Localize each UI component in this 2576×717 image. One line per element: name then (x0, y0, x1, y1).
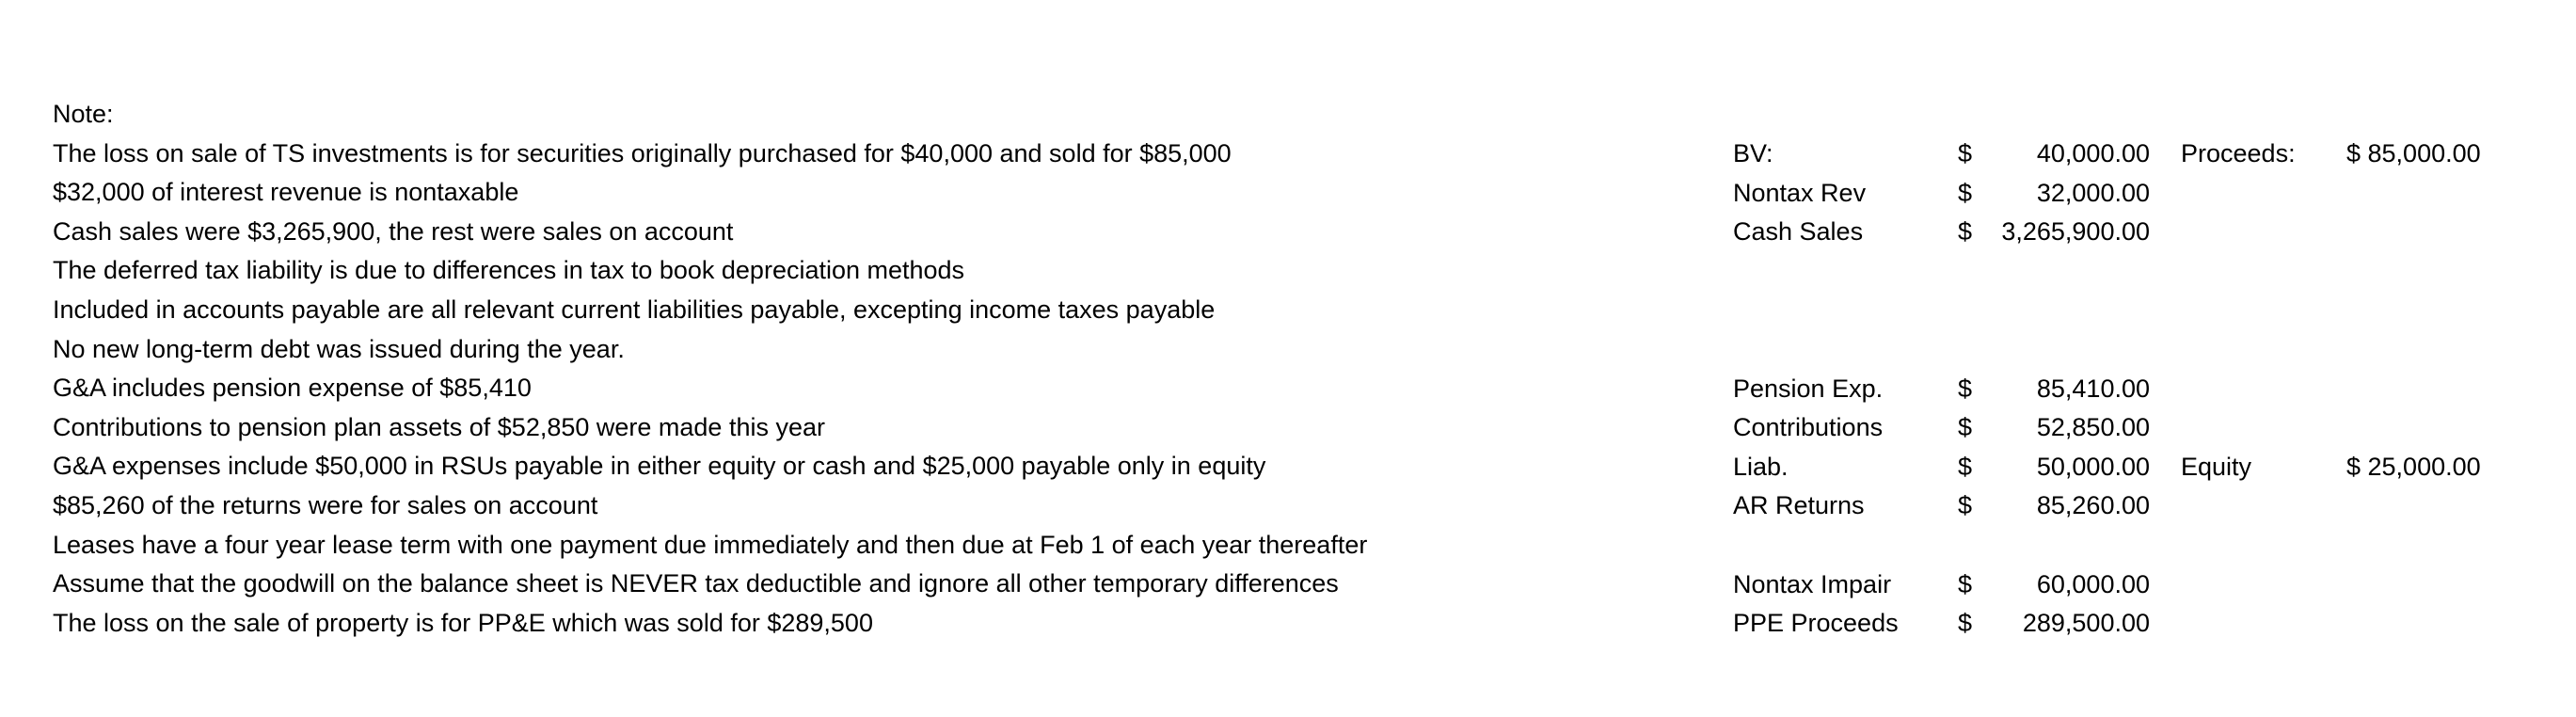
summary-label-secondary: Proceeds: (2181, 139, 2296, 167)
currency-symbol: $ (1958, 178, 1973, 207)
summary-row (0, 408, 2576, 448)
summary-row (0, 566, 2576, 605)
summary-row (0, 370, 2576, 409)
summary-row-empty (0, 330, 2576, 370)
summary-label: Cash Sales (1733, 217, 1864, 247)
note-line: No new long-term debt was issued during the year. (53, 334, 625, 363)
currency-symbol: $ (1958, 491, 1973, 520)
currency-symbol: $ (1958, 413, 1973, 442)
note-line: G&A expenses include $50,000 in RSUs payable in either equity or cash and $25,000 payable only in equity (53, 452, 1266, 481)
summary-row-empty (0, 526, 2576, 566)
summary-amount: 289,500.00 (2022, 609, 2150, 638)
note-line: The loss on sale of TS investments is for securities originally purchased for $40,000 and sold for $85,000 (53, 138, 1232, 167)
summary-label: Nontax Rev (1733, 178, 1867, 207)
summary-label: AR Returns (1733, 491, 1865, 520)
summary-label: Pension Exp. (1733, 374, 1884, 403)
currency-symbol: $ (1958, 452, 1973, 481)
summary-row-empty (0, 291, 2576, 330)
summary-row (0, 448, 2576, 487)
summary-label: PPE Proceeds (1733, 609, 1899, 638)
summary-row-empty (0, 252, 2576, 292)
summary-row (0, 213, 2576, 252)
currency-symbol: $ (1958, 374, 1973, 403)
summary-amount: 85,260.00 (2036, 491, 2150, 520)
summary-amount-secondary: $ 85,000.00 (2346, 139, 2481, 167)
summary-amount: 40,000.00 (2036, 139, 2150, 167)
note-line: $32,000 of interest revenue is nontaxable (53, 178, 519, 207)
summary-row (0, 135, 2576, 174)
note-line: Assume that the goodwill on the balance sheet is NEVER tax deductible and ignore all other temporary differences (53, 569, 1339, 598)
notes-title: Note: (53, 100, 114, 128)
summary-label: Liab. (1733, 452, 1789, 481)
summary-row (0, 604, 2576, 644)
currency-symbol: $ (1958, 609, 1973, 638)
note-line: Included in accounts payable are all relevant current liabilities payable, excepting income taxes payable (53, 295, 1216, 324)
summary-amount-secondary: $ 25,000.00 (2346, 452, 2481, 481)
summary-row (0, 174, 2576, 214)
summary-label: Nontax Impair (1733, 569, 1892, 598)
summary-amount: 52,850.00 (2036, 413, 2150, 442)
summary-amount: 32,000.00 (2036, 178, 2150, 207)
summary-row (0, 486, 2576, 526)
currency-symbol: $ (1958, 139, 1973, 167)
summary-amount: 85,410.00 (2036, 374, 2150, 403)
summary-amount: 60,000.00 (2036, 569, 2150, 598)
note-line: Leases have a four year lease term with one payment due immediately and then due at Feb 1 of each year thereafter (53, 530, 1368, 559)
summary-label: BV: (1733, 139, 1773, 167)
summary-amount: 3,265,900.00 (2001, 217, 2150, 247)
summary-table (0, 135, 2576, 644)
summary-label-secondary: Equity (2181, 452, 2252, 481)
note-line: Cash sales were $3,265,900, the rest were sales on account (53, 216, 734, 246)
note-line: The deferred tax liability is due to differences in tax to book depreciation methods (53, 256, 965, 285)
note-line: G&A includes pension expense of $85,410 (53, 374, 532, 403)
note-line: Contributions to pension plan assets of $52,850 were made this year (53, 412, 825, 441)
summary-amount: 50,000.00 (2036, 452, 2150, 481)
note-line: The loss on the sale of property is for PP&E which was sold for $289,500 (53, 608, 873, 637)
currency-symbol: $ (1958, 569, 1973, 598)
summary-label: Contributions (1733, 413, 1884, 442)
currency-symbol: $ (1958, 217, 1973, 247)
note-line: $85,260 of the returns were for sales on account (53, 490, 598, 519)
